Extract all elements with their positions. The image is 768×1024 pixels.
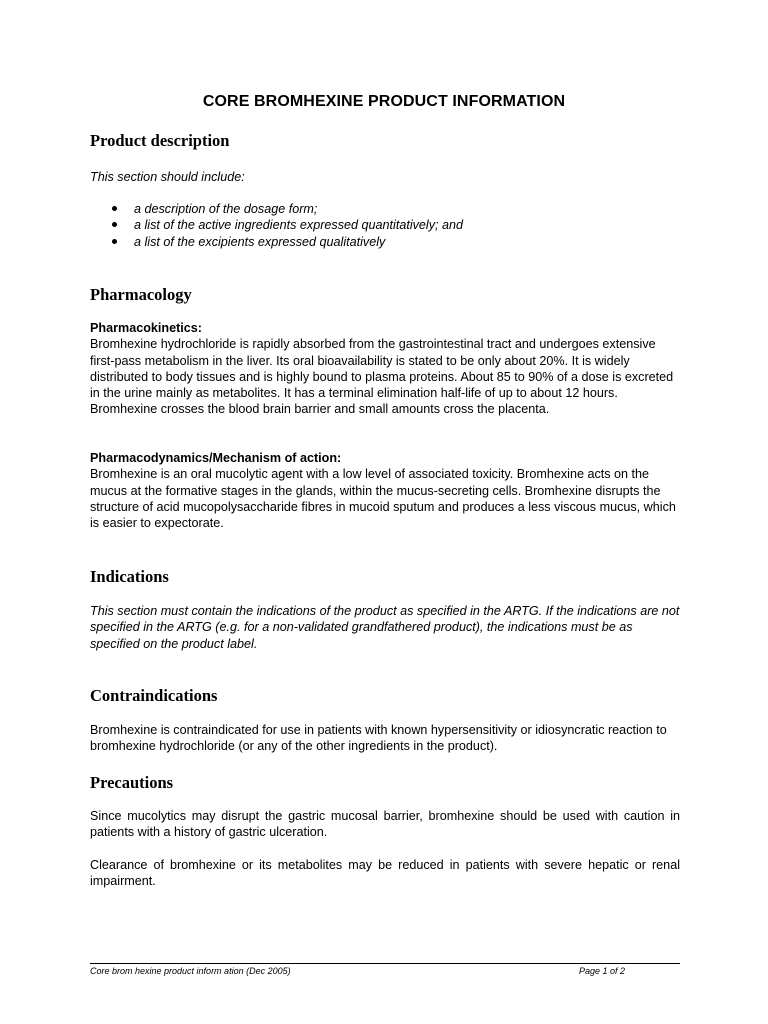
footer-page-number: Page 1 of 2 xyxy=(579,966,626,976)
precautions-paragraph-1: Since mucolytics may disrupt the gastric mucosal barrier, bromhexine should be used with caution in patients with a history of gastric ulceration. xyxy=(90,809,680,840)
indications-heading: Indications xyxy=(90,567,169,586)
pharmacokinetics-section xyxy=(90,320,680,418)
pharmacodynamics-label: Pharmacodynamics/Mechanism of action: xyxy=(90,451,342,465)
indications-text: This section must contain the indications of the product as specified in the ARTG. If the indications are not specified in the ARTG (e.g. for a non-validated grandfathered product), the indications must be as specified on the product label. xyxy=(90,604,680,651)
bullet-icon xyxy=(112,239,117,244)
product-description-heading: Product description xyxy=(90,131,230,150)
pharmacodynamics-text: Bromhexine is an oral mucolytic agent with a low level of associated toxicity. Bromhexine acts on the mucus at the formative stages in the glands, within the mucus-secreting cells. Bromhexine disrupts the structure of acid mucopolysaccharide fibres in mucoid sputum and produces a less viscous mucus, which is easier to expectorate. xyxy=(90,467,676,531)
page-title: CORE BROMHEXINE PRODUCT INFORMATION xyxy=(202,93,566,110)
contraindications-text: Bromhexine is contraindicated for use in patients with known hypersensitivity or idiosyncratic reaction to bromhexine hydrochloride (or any of the other ingredients in the product). xyxy=(90,723,667,754)
pharmacodynamics-section xyxy=(90,450,680,531)
list-item: a description of the dosage form; xyxy=(90,201,463,217)
pharmacokinetics-label: Pharmacokinetics: xyxy=(90,321,202,335)
list-item: a list of the active ingredients expressed quantitatively; and xyxy=(90,217,463,233)
bullet-icon xyxy=(112,206,117,211)
product-description-list xyxy=(90,201,463,250)
precautions-heading: Precautions xyxy=(90,773,174,792)
bullet-icon xyxy=(112,222,117,227)
footer-document-info: Core brom hexine product inform ation (Dec 2005) xyxy=(90,966,291,976)
list-item: a list of the excipients expressed qualitatively xyxy=(90,234,463,250)
product-description-intro: This section should include: xyxy=(90,170,245,184)
pharmacology-heading: Pharmacology xyxy=(90,285,192,304)
contraindications-heading: Contraindications xyxy=(90,686,218,705)
pharmacokinetics-text: Bromhexine hydrochloride is rapidly absorbed from the gastrointestinal tract and undergoes extensive first-pass metabolism in the liver. Its oral bioavailability is stated to be only about 20%. It is widely distributed to body tissues and is highly bound to plasma proteins. About 85 to 90% of a dose is excreted in the urine mainly as metabolites. It has a terminal elimination half-life of up to about 12 hours. Bromhexine crosses the blood brain barrier and small amounts cross the placenta. xyxy=(90,337,674,417)
footer-rule xyxy=(90,963,680,964)
precautions-paragraph-2: Clearance of bromhexine or its metabolites may be reduced in patients with severe hepatic or renal impairment. xyxy=(90,858,680,889)
